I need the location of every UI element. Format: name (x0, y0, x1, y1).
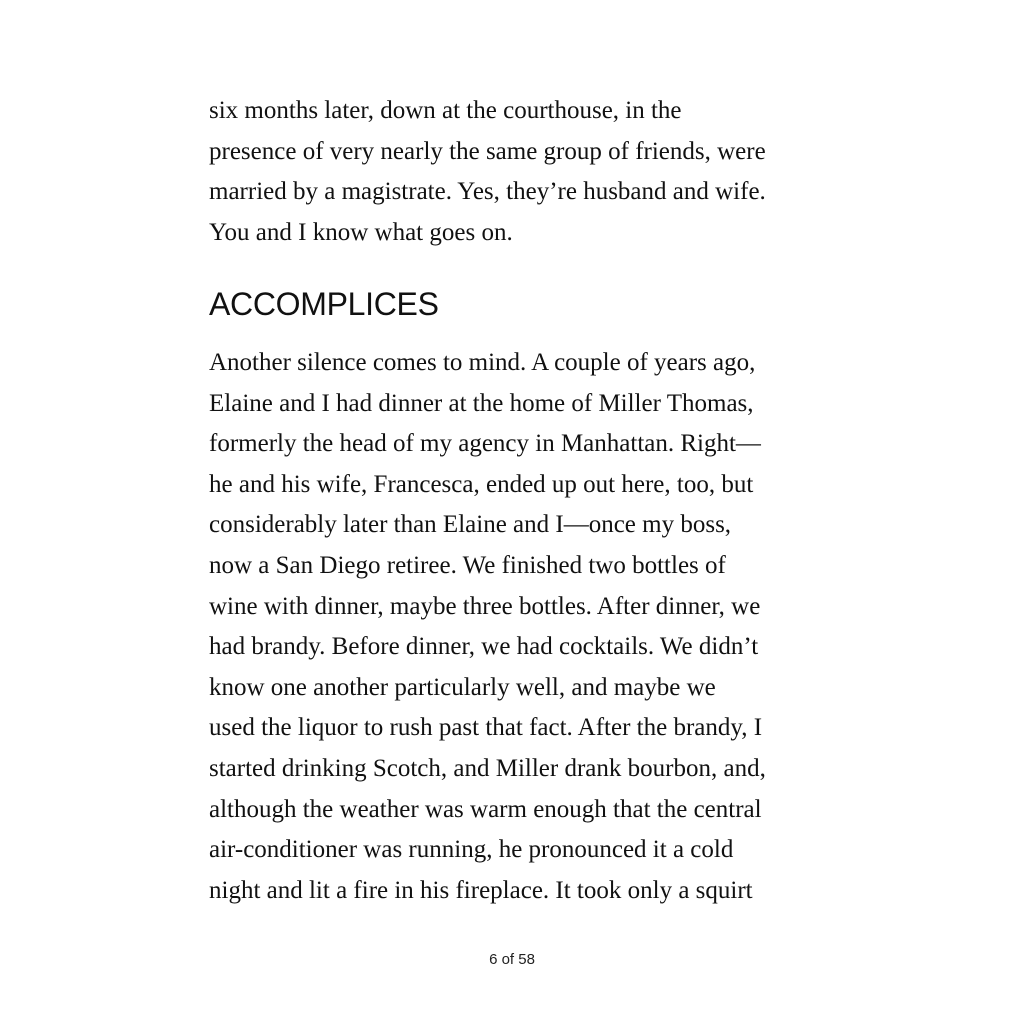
paragraph-top (209, 91, 829, 253)
text-line: know one another particularly well, and maybe we (209, 673, 716, 701)
page-indicator: 6 of 58 (489, 951, 535, 968)
section-heading: ACCOMPLICES (209, 286, 439, 322)
text-line: married by a magistrate. Yes, they’re husband and wife. (209, 178, 766, 206)
text-line: started drinking Scotch, and Miller drank bourbon, and, (209, 754, 766, 782)
text-line: now a San Diego retiree. We finished two bottles of (209, 551, 726, 579)
text-line: used the liquor to rush past that fact. After the brandy, I (209, 714, 763, 742)
text-line: formerly the head of my agency in Manhattan. Right— (209, 430, 761, 458)
text-line: wine with dinner, maybe three bottles. After dinner, we (209, 592, 761, 620)
text-line: presence of very nearly the same group of friends, were (209, 137, 766, 165)
text-line: six months later, down at the courthouse, in the (209, 97, 682, 124)
text-line: considerably later than Elaine and I—once my boss, (209, 511, 732, 539)
text-line: night and lit a fire in his fireplace. It took only a squirt (209, 876, 753, 904)
text-line: Elaine and I had dinner at the home of Miller Thomas, (209, 389, 754, 417)
paragraph-main (209, 343, 829, 911)
text-line: air-conditioner was running, he pronounced it a cold (209, 836, 734, 864)
text-line: had brandy. Before dinner, we had cocktails. We didn’t (209, 633, 759, 661)
text-line: he and his wife, Francesca, ended up out here, too, but (209, 470, 754, 498)
text-line: although the weather was warm enough that the central (209, 795, 762, 823)
text-line: Another silence comes to mind. A couple of years ago, (209, 349, 756, 376)
text-line: You and I know what goes on. (209, 218, 513, 246)
